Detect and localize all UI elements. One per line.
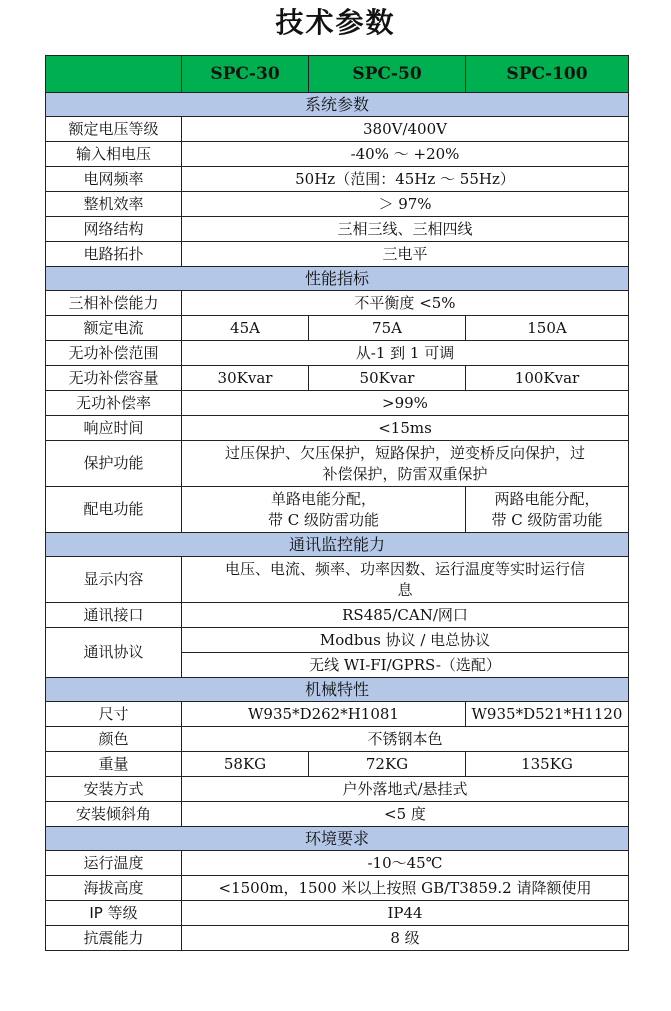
row-value: 50Kvar bbox=[309, 366, 466, 391]
table-row bbox=[46, 727, 629, 752]
table-row bbox=[46, 628, 629, 653]
row-label: 无功补偿率 bbox=[46, 391, 182, 416]
section-system bbox=[46, 93, 629, 117]
table-row bbox=[46, 117, 629, 142]
row-value: ＞ 97% bbox=[182, 192, 629, 217]
row-value bbox=[182, 441, 629, 487]
table-row bbox=[46, 487, 629, 533]
value-line: 带 C 级防雷功能 bbox=[267, 510, 379, 529]
row-label: 安装方式 bbox=[46, 777, 182, 802]
section-mech bbox=[46, 678, 629, 702]
table-row bbox=[46, 752, 629, 777]
row-label: 额定电压等级 bbox=[46, 117, 182, 142]
row-label: 通讯接口 bbox=[46, 603, 182, 628]
table-row bbox=[46, 366, 629, 391]
table-row bbox=[46, 242, 629, 267]
row-value: 135KG bbox=[466, 752, 629, 777]
table-row bbox=[46, 926, 629, 951]
row-label: IP 等级 bbox=[46, 901, 182, 926]
row-value: 58KG bbox=[182, 752, 309, 777]
row-value: 380V/400V bbox=[182, 117, 629, 142]
row-value: 三相三线、三相四线 bbox=[182, 217, 629, 242]
row-label: 三相补偿能力 bbox=[46, 291, 182, 316]
value-line: 带 C 级防雷功能 bbox=[491, 510, 603, 529]
table-row bbox=[46, 316, 629, 341]
row-value: 无线 WI-FI/GPRS-（选配） bbox=[182, 653, 629, 678]
section-title: 系统参数 bbox=[46, 93, 629, 117]
row-value: 户外落地式/悬挂式 bbox=[182, 777, 629, 802]
table-row bbox=[46, 217, 629, 242]
row-value: 75A bbox=[309, 316, 466, 341]
value-line: 两路电能分配， bbox=[494, 489, 600, 508]
row-value: 100Kvar bbox=[466, 366, 629, 391]
row-value-single bbox=[182, 487, 466, 533]
row-value: 50Hz（范围：45Hz ～ 55Hz） bbox=[182, 167, 629, 192]
row-value: -10～45℃ bbox=[182, 851, 629, 876]
table-row bbox=[46, 901, 629, 926]
table-row bbox=[46, 142, 629, 167]
row-value-dual bbox=[466, 487, 629, 533]
table-row bbox=[46, 341, 629, 366]
table-row bbox=[46, 391, 629, 416]
section-title: 性能指标 bbox=[46, 267, 629, 291]
row-value: 三电平 bbox=[182, 242, 629, 267]
row-label: 无功补偿容量 bbox=[46, 366, 182, 391]
row-label: 保护功能 bbox=[46, 441, 182, 487]
row-value: <15ms bbox=[182, 416, 629, 441]
row-label: 重量 bbox=[46, 752, 182, 777]
row-label: 尺寸 bbox=[46, 702, 182, 727]
table-row bbox=[46, 876, 629, 901]
row-value: 72KG bbox=[309, 752, 466, 777]
row-value: IP44 bbox=[182, 901, 629, 926]
section-comm bbox=[46, 533, 629, 557]
header-row bbox=[46, 56, 629, 93]
model-spc-50: SPC-50 bbox=[309, 56, 466, 93]
row-value: >99% bbox=[182, 391, 629, 416]
row-label: 通讯协议 bbox=[46, 628, 182, 678]
row-value: W935*D262*H1081 bbox=[182, 702, 466, 727]
section-title: 环境要求 bbox=[46, 827, 629, 851]
value-line: 息 bbox=[397, 580, 413, 599]
table-row bbox=[46, 802, 629, 827]
row-value: 8 级 bbox=[182, 926, 629, 951]
row-value: <1500m，1500 米以上按照 GB/T3859.2 请降额使用 bbox=[182, 876, 629, 901]
table-row bbox=[46, 557, 629, 603]
row-value: 45A bbox=[182, 316, 309, 341]
spec-table bbox=[45, 55, 629, 951]
row-value: 150A bbox=[466, 316, 629, 341]
section-performance bbox=[46, 267, 629, 291]
row-value: <5 度 bbox=[182, 802, 629, 827]
row-label: 额定电流 bbox=[46, 316, 182, 341]
value-line: 补偿保护，防雷双重保护 bbox=[322, 464, 488, 483]
row-value: RS485/CAN/网口 bbox=[182, 603, 629, 628]
table-row bbox=[46, 702, 629, 727]
model-spc-30: SPC-30 bbox=[182, 56, 309, 93]
row-label: 显示内容 bbox=[46, 557, 182, 603]
table-row bbox=[46, 192, 629, 217]
table-row bbox=[46, 416, 629, 441]
table-row bbox=[46, 851, 629, 876]
table-row bbox=[46, 291, 629, 316]
row-value bbox=[182, 557, 629, 603]
row-value: Modbus 协议 / 电总协议 bbox=[182, 628, 629, 653]
row-value: 不锈钢本色 bbox=[182, 727, 629, 752]
row-label: 海拔高度 bbox=[46, 876, 182, 901]
value-line: 过压保护、欠压保护，短路保护，逆变桥反向保护，过 bbox=[224, 443, 585, 462]
section-env bbox=[46, 827, 629, 851]
row-value: -40% ～ +20% bbox=[182, 142, 629, 167]
section-title: 机械特性 bbox=[46, 678, 629, 702]
value-line: 单路电能分配， bbox=[270, 489, 376, 508]
row-label: 响应时间 bbox=[46, 416, 182, 441]
value-line: 电压、电流、频率、功率因数、运行温度等实时运行信 bbox=[224, 559, 585, 578]
table-row bbox=[46, 777, 629, 802]
row-label: 电网频率 bbox=[46, 167, 182, 192]
row-value: 30Kvar bbox=[182, 366, 309, 391]
row-value: W935*D521*H1120 bbox=[466, 702, 629, 727]
page-title: 技术参数 bbox=[275, 6, 396, 39]
row-label: 整机效率 bbox=[46, 192, 182, 217]
section-title: 通讯监控能力 bbox=[46, 533, 629, 557]
row-value: 从-1 到 1 可调 bbox=[182, 341, 629, 366]
row-label: 输入相电压 bbox=[46, 142, 182, 167]
table-row bbox=[46, 441, 629, 487]
row-label: 安装倾斜角 bbox=[46, 802, 182, 827]
row-label: 电路拓扑 bbox=[46, 242, 182, 267]
row-label: 颜色 bbox=[46, 727, 182, 752]
header-blank-cell bbox=[46, 56, 182, 93]
row-label: 网络结构 bbox=[46, 217, 182, 242]
row-label: 运行温度 bbox=[46, 851, 182, 876]
table-row bbox=[46, 167, 629, 192]
table-row bbox=[46, 603, 629, 628]
row-value: 不平衡度 <5% bbox=[182, 291, 629, 316]
row-label: 配电功能 bbox=[46, 487, 182, 533]
row-label: 抗震能力 bbox=[46, 926, 182, 951]
row-label: 无功补偿范围 bbox=[46, 341, 182, 366]
model-spc-100: SPC-100 bbox=[466, 56, 629, 93]
